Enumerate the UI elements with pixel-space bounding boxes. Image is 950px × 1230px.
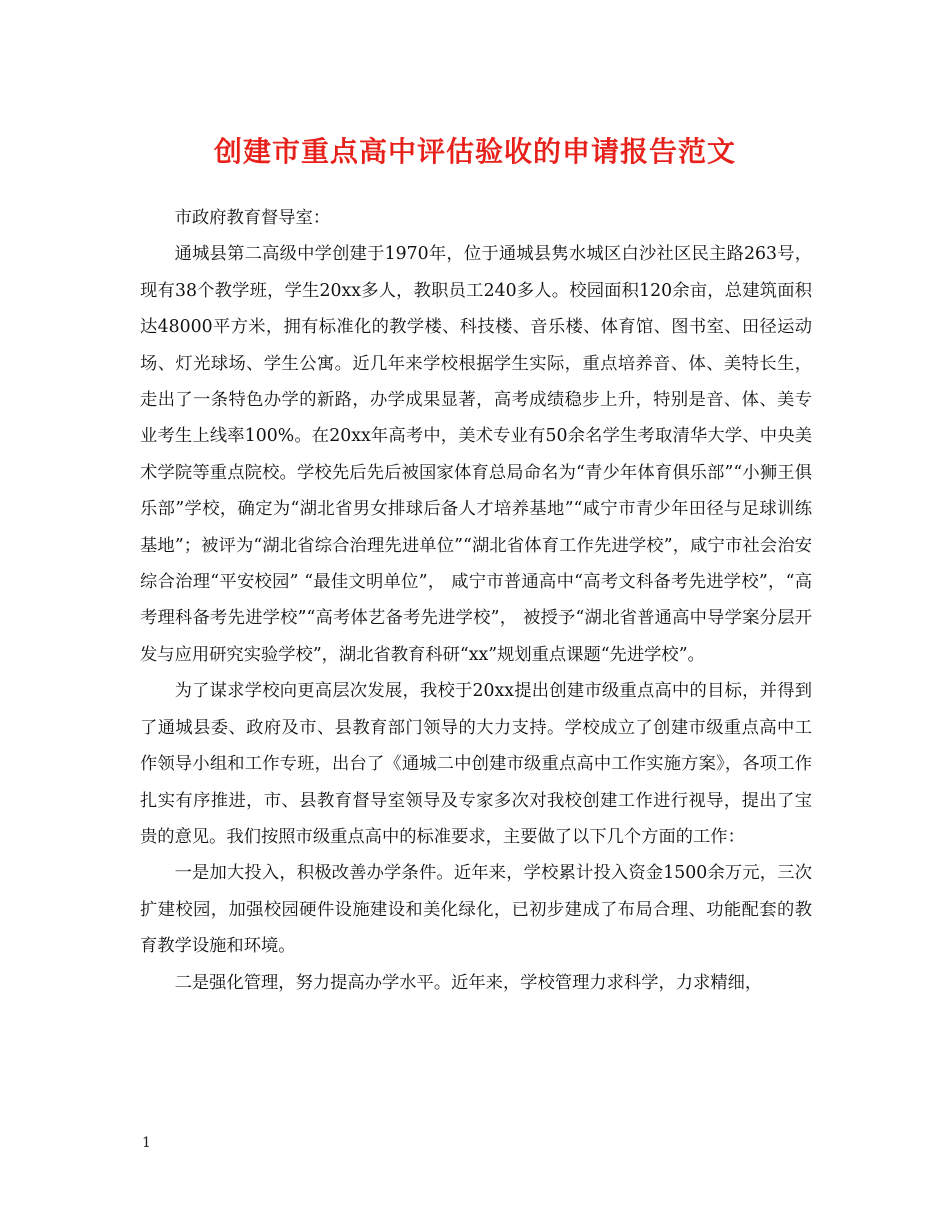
paragraph: 一是加大投入，积极改善办学条件。近年来，学校累计投入资金1500余万元，三次扩建校园，加强校园硬件设施建设和美化绿化，已初步建成了布局合理、功能配套的教育教学设施和环境。 bbox=[140, 863, 812, 957]
paragraph: 二是强化管理，努力提高办学水平。近年来，学校管理力求科学，力求精细， bbox=[174, 972, 763, 993]
paragraph: 通城县第二高级中学创建于1970年，位于通城县隽水城区白沙社区民主路263号，现有38个教学班，学生20xx多人，教职员工240多人。校园面积120余亩，总建筑面积达48000平方米，拥有标准化的教学楼、科技楼、音乐楼、体育馆、图书室、田径运动场、灯光球场、学生公寓。近几年来学校根据学生实际，重点培养音、体、美特长生，走出了一条特色办学的新路，办学成果显著，高考成绩稳步上升，特别是音、体、美专业考生上线率100%。在20xx年高考中，美术专业有50余名学生考取清华大学、中央美术学院等重点院校。学校先后先后被国家体育总局命名为“青少年体育俱乐部”“小狮王俱乐部”学校，确定为“湖北省男女排球后备人才培养基地”“咸宁市青少年田径与足球训练基地”；被评为“湖北省综合治理先进单位”“湖北省体育工作先进学校”，咸宁市社会治安综合治理“平安校园” “最佳文明单位”， 咸宁市普通高中“高考文科备考先进学校”，“高考理科备考先进学校”“高考体艺备考先进学校”， 被授予“湖北省普通高中导学案分层开发与应用研究实验学校”，湖北省教育科研“xx”规划重点课题“先进学校”。 bbox=[140, 244, 812, 665]
document-title: 创建市重点高中评估验收的申请报告范文 bbox=[213, 135, 736, 168]
document-body bbox=[140, 200, 812, 1001]
salutation: 市政府教育督导室： bbox=[174, 208, 331, 228]
page-number: 1 bbox=[142, 1135, 151, 1151]
paragraph: 为了谋求学校向更高层次发展，我校于20xx提出创建市级重点高中的目标，并得到了通城县委、政府及市、县教育部门领导的大力支持。学校成立了创建市级重点高中工作领导小组和工作专班，出台了《通城二中创建市级重点高中工作实施方案》，各项工作扎实有序推进，市、县教育督导室领导及专家多次对我校创建工作进行视导，提出了宝贵的意见。我们按照市级重点高中的标准要求，主要做了以下几个方面的工作： bbox=[140, 681, 812, 847]
